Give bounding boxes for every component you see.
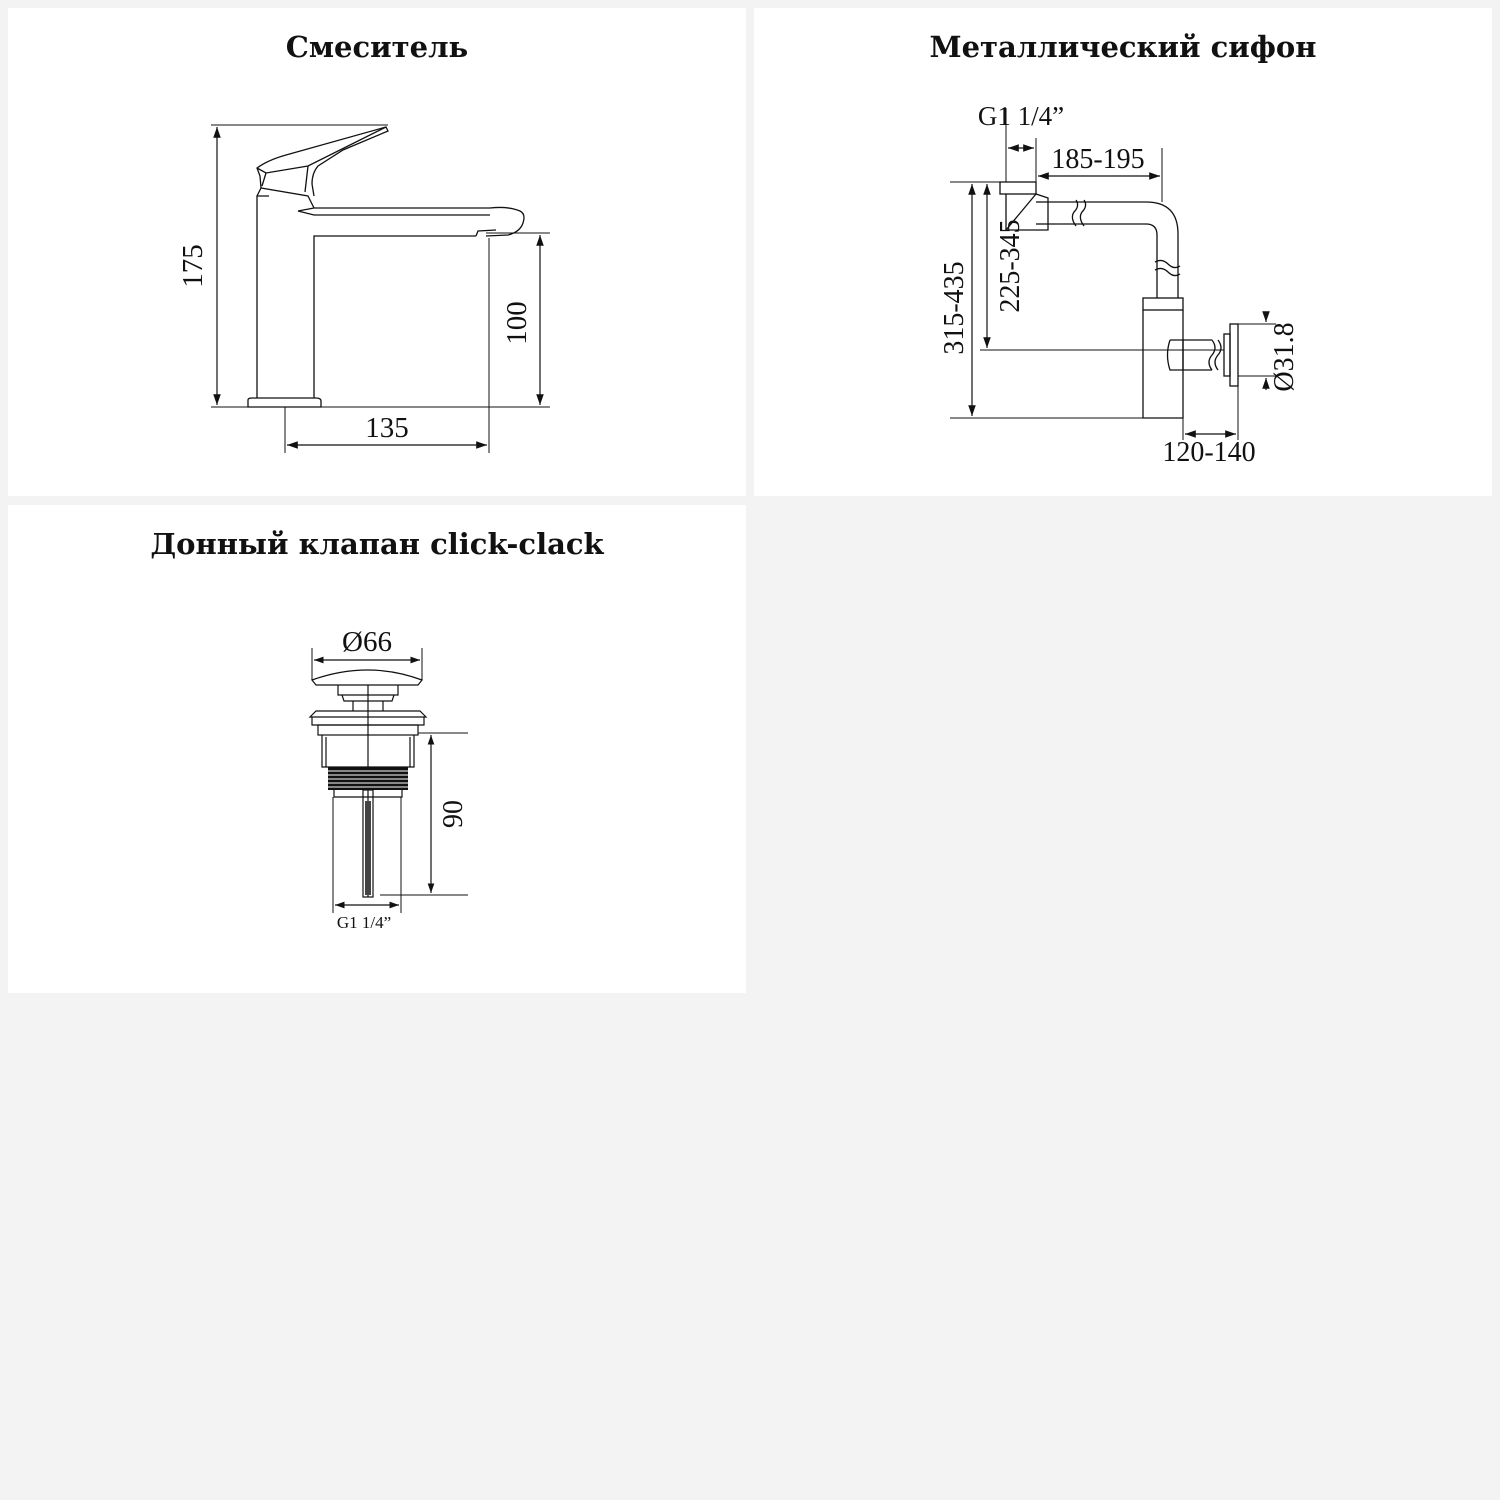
outlet-diameter-label: Ø31.8 <box>1269 322 1300 392</box>
drain-panel <box>8 505 746 993</box>
mixer-title: Смеситель <box>285 30 469 64</box>
siphon-panel <box>754 8 1492 496</box>
drain-thread-label: G1 1/4” <box>336 913 392 932</box>
mixer-extension-lines <box>211 125 550 453</box>
reach-label: 135 <box>365 412 409 444</box>
mixer-body <box>248 127 524 407</box>
total-height-label: 315-435 <box>939 261 970 355</box>
siphon-title: Металлический сифон <box>929 30 1317 64</box>
siphon-body <box>1000 182 1238 418</box>
mixer-panel <box>8 8 746 496</box>
cap-diameter-label: Ø66 <box>342 626 392 658</box>
mixer-drawing <box>8 8 746 496</box>
siphon-drawing <box>754 8 1492 496</box>
inlet-height-label: 225-345 <box>995 219 1026 313</box>
horizontal-label: 185-195 <box>1051 144 1145 175</box>
spout-height-label: 100 <box>501 301 533 345</box>
height-label: 175 <box>177 244 209 288</box>
drain-height-label: 90 <box>438 800 469 828</box>
thread-label: G1 1/4” <box>977 101 1065 131</box>
outlet-offset-label: 120-140 <box>1162 437 1256 468</box>
drain-title: Донный клапан click-clack <box>150 527 604 561</box>
drain-thread <box>328 767 408 895</box>
drain-drawing <box>8 505 746 993</box>
